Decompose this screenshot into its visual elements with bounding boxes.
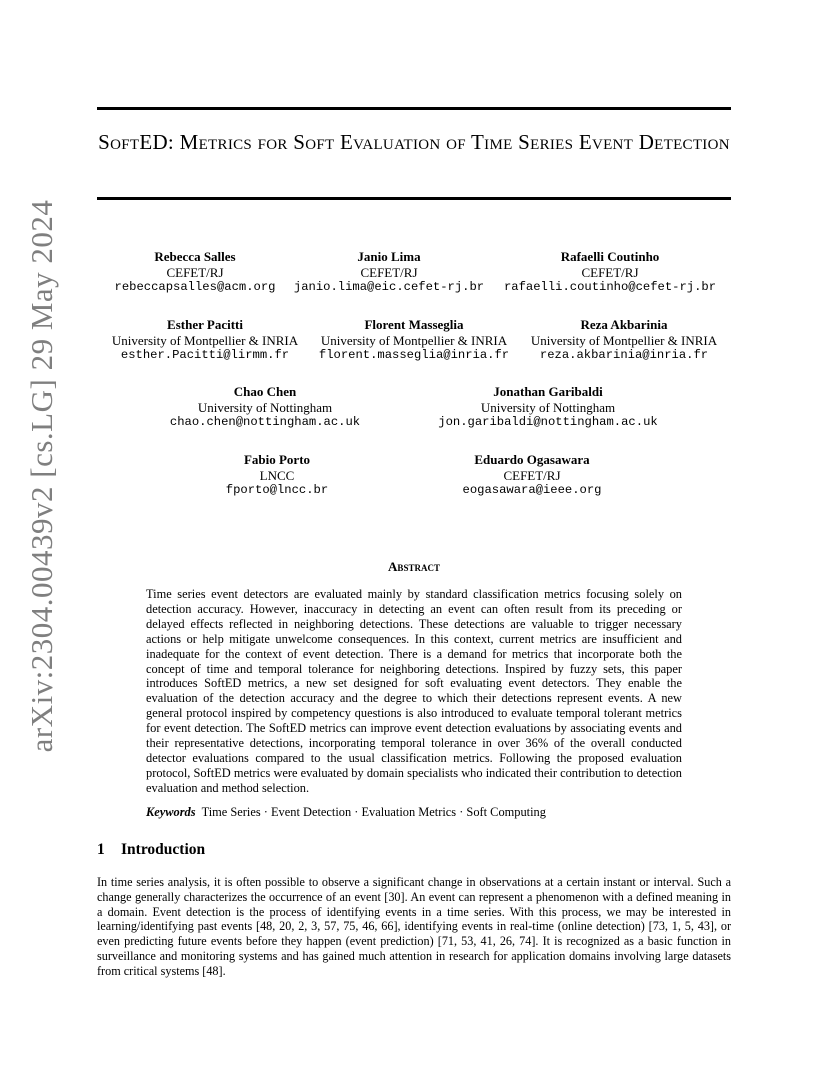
- author-block: [500, 249, 720, 296]
- author-name: Jonathan Garibaldi: [493, 384, 603, 399]
- keywords-line: [146, 805, 706, 820]
- author-affiliation: University of Montpellier & INRIA: [111, 332, 299, 348]
- author-name: Eduardo Ogasawara: [474, 452, 590, 467]
- section-number: 1: [97, 841, 105, 858]
- author-block: [432, 452, 632, 499]
- author-block: [165, 384, 365, 431]
- arxiv-identifier-stamp: arXiv:2304.00439v2 [cs.LG] 29 May 2024: [24, 199, 59, 753]
- author-block: [177, 452, 377, 499]
- author-block: [100, 317, 310, 364]
- author-email: florent.masseglia@inria.fr: [318, 348, 510, 362]
- author-email: reza.akbarinia@inria.fr: [539, 348, 709, 362]
- author-block: [519, 317, 729, 364]
- author-affiliation: University of Montpellier & INRIA: [530, 332, 718, 348]
- author-email: rafaelli.coutinho@cefet-rj.br: [503, 280, 717, 294]
- keywords-label: Keywords: [146, 805, 196, 819]
- author-block: [289, 249, 489, 296]
- author-block: [309, 317, 519, 364]
- author-name: Janio Lima: [357, 249, 421, 264]
- author-email: janio.lima@eic.cefet-rj.br: [293, 280, 485, 294]
- author-affiliation: University of Nottingham: [480, 399, 616, 415]
- author-affiliation: CEFET/RJ: [503, 467, 561, 483]
- author-email: chao.chen@nottingham.ac.uk: [169, 415, 361, 429]
- author-email: eogasawara@ieee.org: [462, 483, 602, 497]
- author-name: Florent Masseglia: [364, 317, 464, 332]
- author-name: Reza Akbarinia: [580, 317, 668, 332]
- author-affiliation: University of Nottingham: [197, 399, 333, 415]
- author-email: esther.Pacitti@lirmm.fr: [120, 348, 290, 362]
- section-title: Introduction: [121, 841, 206, 858]
- author-affiliation: CEFET/RJ: [581, 264, 639, 280]
- title-bottom-rule: [97, 197, 731, 200]
- author-block: [430, 384, 666, 431]
- author-name: Rafaelli Coutinho: [560, 249, 660, 264]
- abstract-text: Time series event detectors are evaluated mainly by standard classification metrics focusing solely on detection accuracy. However, inaccuracy in detecting an event can often result from its preceding or delayed effects reflected in neighboring detections. These detections are valuable to trigger necessary actions or help mitigate unwelcome consequences. In this context, current metrics are insufficient and inadequate for the context of event detection. There is a demand for metrics that incorporate both the concept of time and temporal tolerance for neighboring detections. Inspired by fuzzy sets, this paper introduces SoftED metrics, a new set designed for soft evaluating event detectors. They enable the evaluation of the detection accuracy and the degree to which their detections represent events. A new general protocol inspired by competency questions is also introduced to evaluate temporal tolerant metrics for event detection. The SoftED metrics can improve event detection evaluations by associating events and their representative detections, incorporating temporal tolerance in over 36% of the overall conducted detector evaluations compared to the usual classification metrics. Following the proposed evaluation protocol, SoftED metrics were evaluated by domain specialists who indicated their contribution to detection evaluation and method selection.: [146, 587, 682, 795]
- author-affiliation: University of Montpellier & INRIA: [320, 332, 508, 348]
- author-block: [95, 249, 295, 296]
- author-email: fporto@lncc.br: [225, 483, 329, 497]
- introduction-text: In time series analysis, it is often possible to observe a significant change in observations at a certain instant or interval. Such a change generally characterizes the occurrence of an event [30]. An event can represent a phenomenon with a defined meaning in a domain. Event detection is the process of identifying events in a time series. With this process, we may be interested in learning/identifying past events [48, 20, 2, 3, 57, 75, 46, 66], identifying events in real-time (online detection) [73, 1, 5, 43], or even predicting future events before they happen (event prediction) [71, 53, 41, 26, 74]. It is recognized as a basic function in surveillance and monitoring systems and has gained much attention in research for application domains involving large datasets from critical systems [48].: [97, 875, 731, 978]
- author-name: Rebecca Salles: [154, 249, 236, 264]
- abstract-heading: Abstract: [388, 559, 440, 574]
- author-name: Chao Chen: [233, 384, 297, 399]
- author-email: rebeccapsalles@acm.org: [114, 280, 276, 294]
- author-affiliation: LNCC: [259, 467, 295, 483]
- paper-title: SoftED: Metrics for Soft Evaluation of Time Series Event Detection: [98, 130, 730, 154]
- title-top-rule: [97, 107, 731, 110]
- author-affiliation: CEFET/RJ: [166, 264, 224, 280]
- section-heading: [97, 841, 205, 859]
- author-name: Esther Pacitti: [167, 317, 243, 332]
- author-email: jon.garibaldi@nottingham.ac.uk: [438, 415, 658, 429]
- keywords-text: Time Series · Event Detection · Evaluation Metrics · Soft Computing: [201, 805, 546, 819]
- author-name: Fabio Porto: [243, 452, 311, 467]
- author-affiliation: CEFET/RJ: [360, 264, 418, 280]
